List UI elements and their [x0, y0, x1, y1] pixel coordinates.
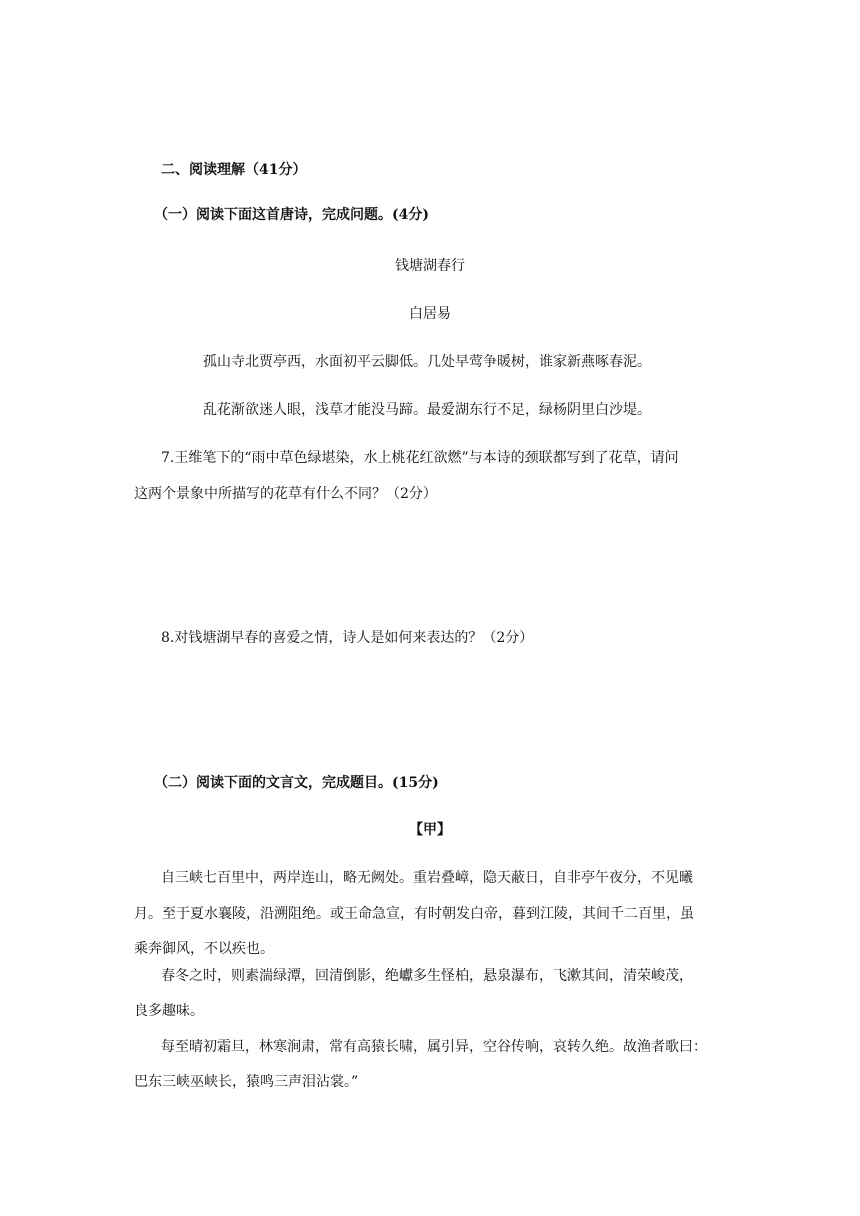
part2-heading: （二）阅读下面的文言文，完成题目。(15分) [154, 775, 439, 791]
poem-line: 乱花渐欲迷人眼，浅草才能没马蹄。最爱湖东行不足，绿杨阴里白沙堤。 [203, 402, 651, 418]
paragraph-line: 良多趣味。 [134, 1003, 204, 1019]
paragraph-line: 自三峡七百里中，两岸连山，略无阙处。重岩叠嶂，隐天蔽日，自非亭午夜分，不见曦 [161, 870, 693, 886]
paragraph-line: 巴东三峡巫峡长，猿鸣三声泪沾裳。” [134, 1074, 359, 1090]
paragraph-line: 月。至于夏水襄陵，沿溯阻绝。或王命急宣，有时朝发白帝，暮到江陵，其间千二百里，虽 [134, 906, 694, 922]
paragraph-line: 每至晴初霜旦，林寒涧肃，常有高猿长啸，属引异，空谷传响，哀转久绝。故渔者歌曰： [161, 1039, 707, 1055]
paragraph-line: 乘奔御风，不以疾也。 [134, 941, 274, 957]
question-8: 8.对钱塘湖早春的喜爱之情，诗人是如何来表达的？（2分） [161, 630, 534, 646]
part1-heading: （一）阅读下面这首唐诗，完成问题。(4分) [154, 207, 429, 223]
question-7: 7.王维笔下的“雨中草色绿堪染，水上桃花红欲燃”与本诗的颈联都写到了花草，请问 [161, 450, 679, 466]
poem-title: 钱塘湖春行 [395, 258, 465, 274]
section-title: 二、阅读理解（41分） [161, 162, 307, 178]
poem-author: 白居易 [409, 306, 451, 322]
poem-line: 孤山寺北贾亭西，水面初平云脚低。几处早莺争暖树，谁家新燕啄春泥。 [203, 354, 651, 370]
paragraph-line: 春冬之时，则素湍绿潭，回清倒影，绝巘多生怪柏，悬泉瀑布，飞漱其间，清荣峻茂， [161, 968, 693, 984]
question-7-continued: 这两个景象中所描写的花草有什么不同？（2分） [134, 486, 437, 502]
text-label-jia: 【甲】 [409, 822, 451, 838]
